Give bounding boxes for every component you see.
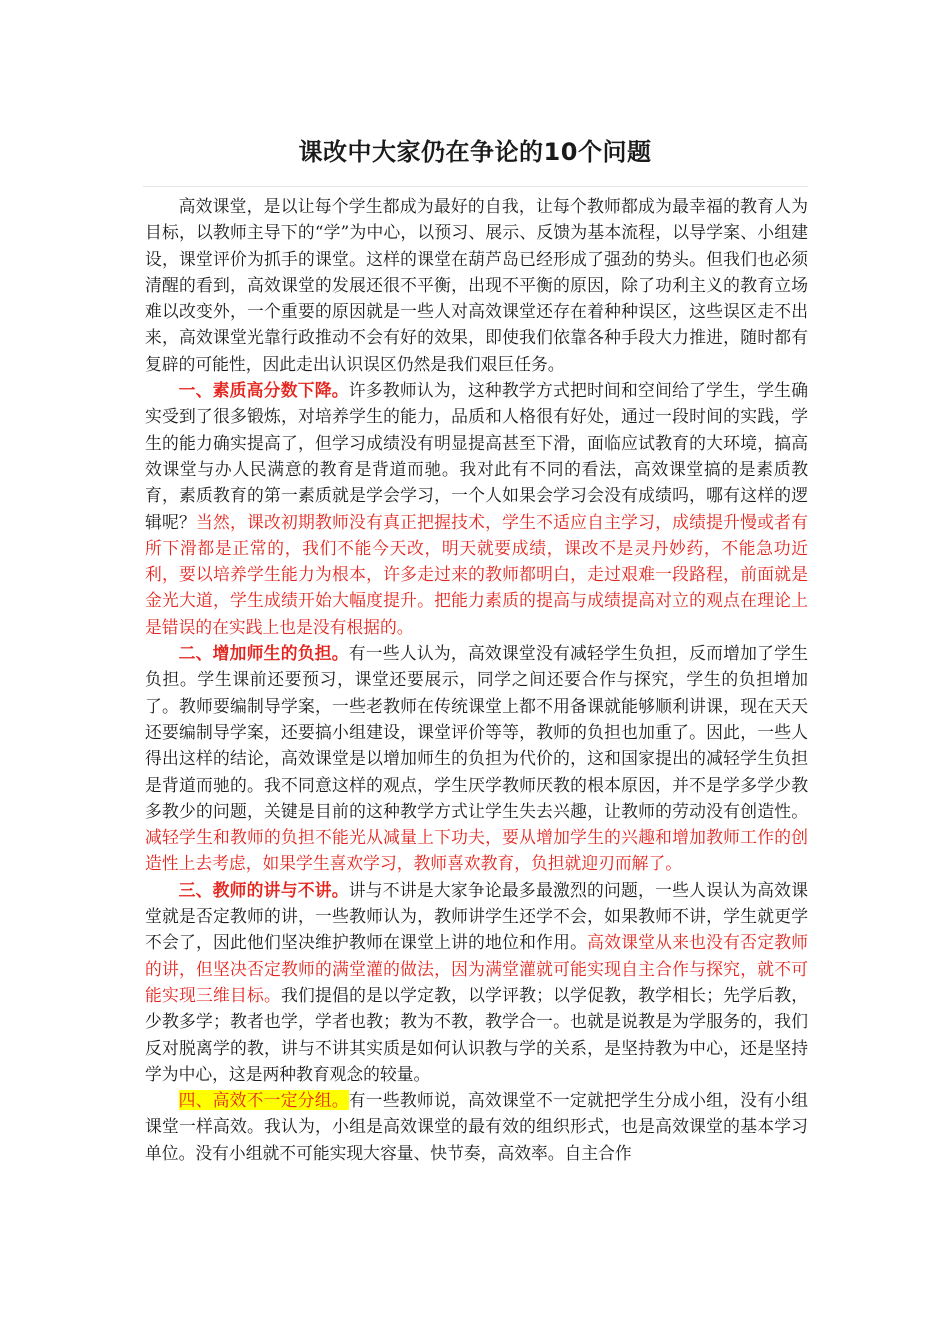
title-divider [143,186,808,187]
section-3-emphasis: 高效课堂从来也没有否定教师的讲，但坚决否定教师的满堂灌的做法，因为满堂灌就可能实现自主合作与探究，就不可能实现三维目标。 [145,932,808,1005]
document-title: 课改中大家仍在争论的10个问题 [298,138,652,166]
section-4-heading-highlighted: 四、高效不一定分组。 [178,1090,349,1111]
document-body [145,193,808,1166]
section-3-heading: 三、教师的讲与不讲。 [178,879,349,900]
section-1-heading: 一、素质高分数下降。 [178,380,349,401]
section-2-text: 有一些人认为，高效课堂没有减轻学生负担，反而增加了学生负担。学生课前还要预习，课堂还要展示，同学之间还要合作与探究，学生的负担增加了。教师要编制导学案，一些老教师在传统课堂上都不用备课就能够顺利讲课，现在天天还要编制导学案，还要搞小组建设，课堂评价等等，教师的负担也加重了。因此，一些人得出这样的结论，高效课堂是以增加师生的负担为代价的，这和国家提出的减轻学生负担是背道而驰的。我不同意这样的观点，学生厌学教师厌教的根本原因，并不是学多学少教多教少的问题，关键是目前的这种教学方式让学生失去兴趣，让教师的劳动没有创造性。 [145,643,808,821]
section-3-text: 讲与不讲是大家争论最多最激烈的问题，一些人误认为高效课堂就是否定教师的讲，一些教师认为，教师讲学生还学不会，如果教师不讲，学生就更学不会了，因此他们坚决维护教师在课堂上讲的地位和作用。 [145,879,808,953]
section-1-emphasis: 当然，课改初期教师没有真正把握技术，学生不适应自主学习，成绩提升慢或者有所下滑都是正常的，我们不能今天改，明天就要成绩，课改不是灵丹妙药，不能急功近利，要以培养学生能力为根本，许多走过来的教师都明白，走过艰难一段路程，前面就是金光大道，学生成绩开始大幅度提升。把能力素质的提高与成绩提高对立的观点在理论上是错误的在实践上也是没有根据的。 [145,511,808,637]
section-2-heading: 二、增加师生的负担。 [178,643,349,664]
section-1-paragraph [145,377,808,640]
intro-text: 高效课堂，是以让每个学生都成为最好的自我，让每个教师都成为最幸福的教育人为目标，以教师主导下的“学”为中心，以预习、展示、反馈为基本流程，以导学案、小组建设，课堂评价为抓手的课堂。这样的课堂在葫芦岛已经形成了强劲的势头。但我们也必须清醒的看到，高效课堂的发展还很不平衡，出现不平衡的原因，除了功利主义的教育立场难以改变外，一个重要的原因就是一些人对高效课堂还存在着种种误区，这些误区走不出来，高效课堂光靠行政推动不会有好的效果，即使我们依靠各种手段大力推进，随时都有复辟的可能性，因此走出认识误区仍然是我们艰巨任务。 [145,196,808,374]
section-4-paragraph [145,1087,808,1166]
section-1-text: 许多教师认为，这种教学方式把时间和空间给了学生，学生确实受到了很多锻炼，对培养学生的能力，品质和人格很有好处，通过一段时间的实践，学生的能力确实提高了，但学习成绩没有明显提高甚至下滑，面临应试教育的大环境，搞高效课堂与办人民满意的教育是背道而驰。我对此有不同的看法，高效课堂搞的是素质教育，素质教育的第一素质就是学会学习，一个人如果会学习会没有成绩吗，哪有这样的逻辑呢？ [145,380,808,532]
section-3-text-continued: 我们提倡的是以学定教，以学评教；以学促教，教学相长；先学后教，少教多学；教者也学，学者也教；教为不教，教学合一。也就是说教是为学服务的，我们反对脱离学的教，讲与不讲其实质是如何认识教与学的关系，是坚持教为中心，还是坚持学为中心，这是两种教育观念的较量。 [145,984,808,1084]
intro-paragraph [145,193,808,377]
section-2-paragraph [145,640,808,877]
section-4-text: 有一些教师说，高效课堂不一定就把学生分成小组，没有小组课堂一样高效。我认为，小组是高效课堂的最有效的组织形式，也是高效课堂的基本学习单位。没有小组就不可能实现大容量、快节奏，高效率。自主合作 [145,1090,808,1163]
section-3-paragraph [145,877,808,1087]
section-2-emphasis: 减轻学生和教师的负担不能光从减量上下功夫，要从增加学生的兴趣和增加教师工作的创造性上去考虑，如果学生喜欢学习，教师喜欢教育，负担就迎刃而解了。 [145,827,808,874]
